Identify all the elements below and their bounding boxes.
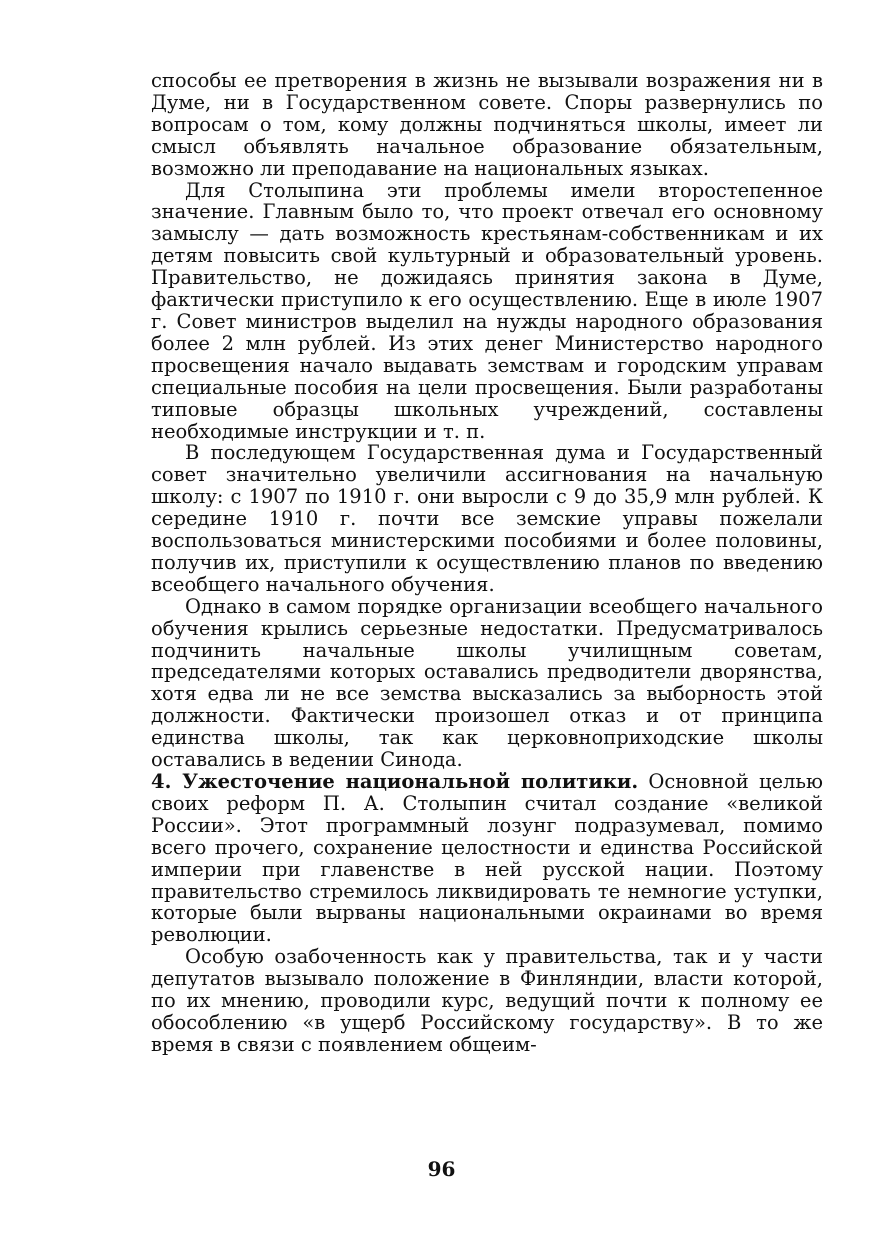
paragraph-3: В последующем Государственная дума и Государственный совет значительно увеличили ассигнования на начальную школу: с 1907 по 1910 г. они выросли с 9 до 35,9 млн рублей. К середине 1910 г. почти все земские управы пожелали воспользоваться министерскими пособиями и более половины, получив их, приступили к осуществлению планов по введению всеобщего начального обучения. [151, 441, 823, 596]
section-heading: 4. Ужесточение национальной политики. [151, 770, 639, 793]
paragraph-1: способы ее претворения в жизнь не вызывали возражения ни в Думе, ни в Государственном совете. Споры развернулись по вопросам о том, кому должны подчиняться школы, имеет ли смысл объявлять начальное образование обязательным, возможно ли преподавание на национальных языках. [151, 69, 823, 180]
page-body [151, 70, 823, 1056]
paragraph-4: Однако в самом порядке организации всеобщего начального обучения крылись серьезные недостатки. Предусматривалось подчинить начальные школы училищным советам, председателями которых оставались предводители дворянства, хотя едва ли не все земства высказались за выборность этой должности. Фактически произошел отказ и от принципа единства школы, так как церковноприходские школы оставались в ведении Синода. [151, 594, 823, 772]
page-number: 96 [427, 1157, 456, 1181]
paragraph-5 [151, 771, 823, 946]
paragraph-5-text: Основной целью своих реформ П. А. Столыпин считал создание «великой России». Этот программный лозунг подразумевал, помимо всего прочего, сохранение целостности и единства Российской империи при главенстве в ней русской нации. Поэтому правительство стремилось ликвидировать те немногие уступки, которые были вырваны национальными окраинами во время революции. [151, 770, 823, 947]
paragraph-2: Для Столыпина эти проблемы имели второстепенное значение. Главным было то, что проект отвечал его основному замыслу — дать возможность крестьянам-собственникам и их детям повысить свой культурный и образовательный уровень. Правительство, не дожидаясь принятия закона в Думе, фактически приступило к его осуществлению. Еще в июле 1907 г. Совет министров выделил на нужды народного образования более 2 млн рублей. Из этих денег Министерство народного просвещения начало выдавать земствам и городским управам специальные пособия на цели просвещения. Были разработаны типовые образцы школьных учреждений, составлены необходимые инструкции и т. п. [151, 178, 823, 443]
paragraph-6: Особую озабоченность как у правительства, так и у части депутатов вызывало положение в Финляндии, власти которой, по их мнению, проводили курс, ведущий почти к полному ее обособлению «в ущерб Российскому государству». В то же время в связи с появлением общеим- [151, 945, 823, 1056]
